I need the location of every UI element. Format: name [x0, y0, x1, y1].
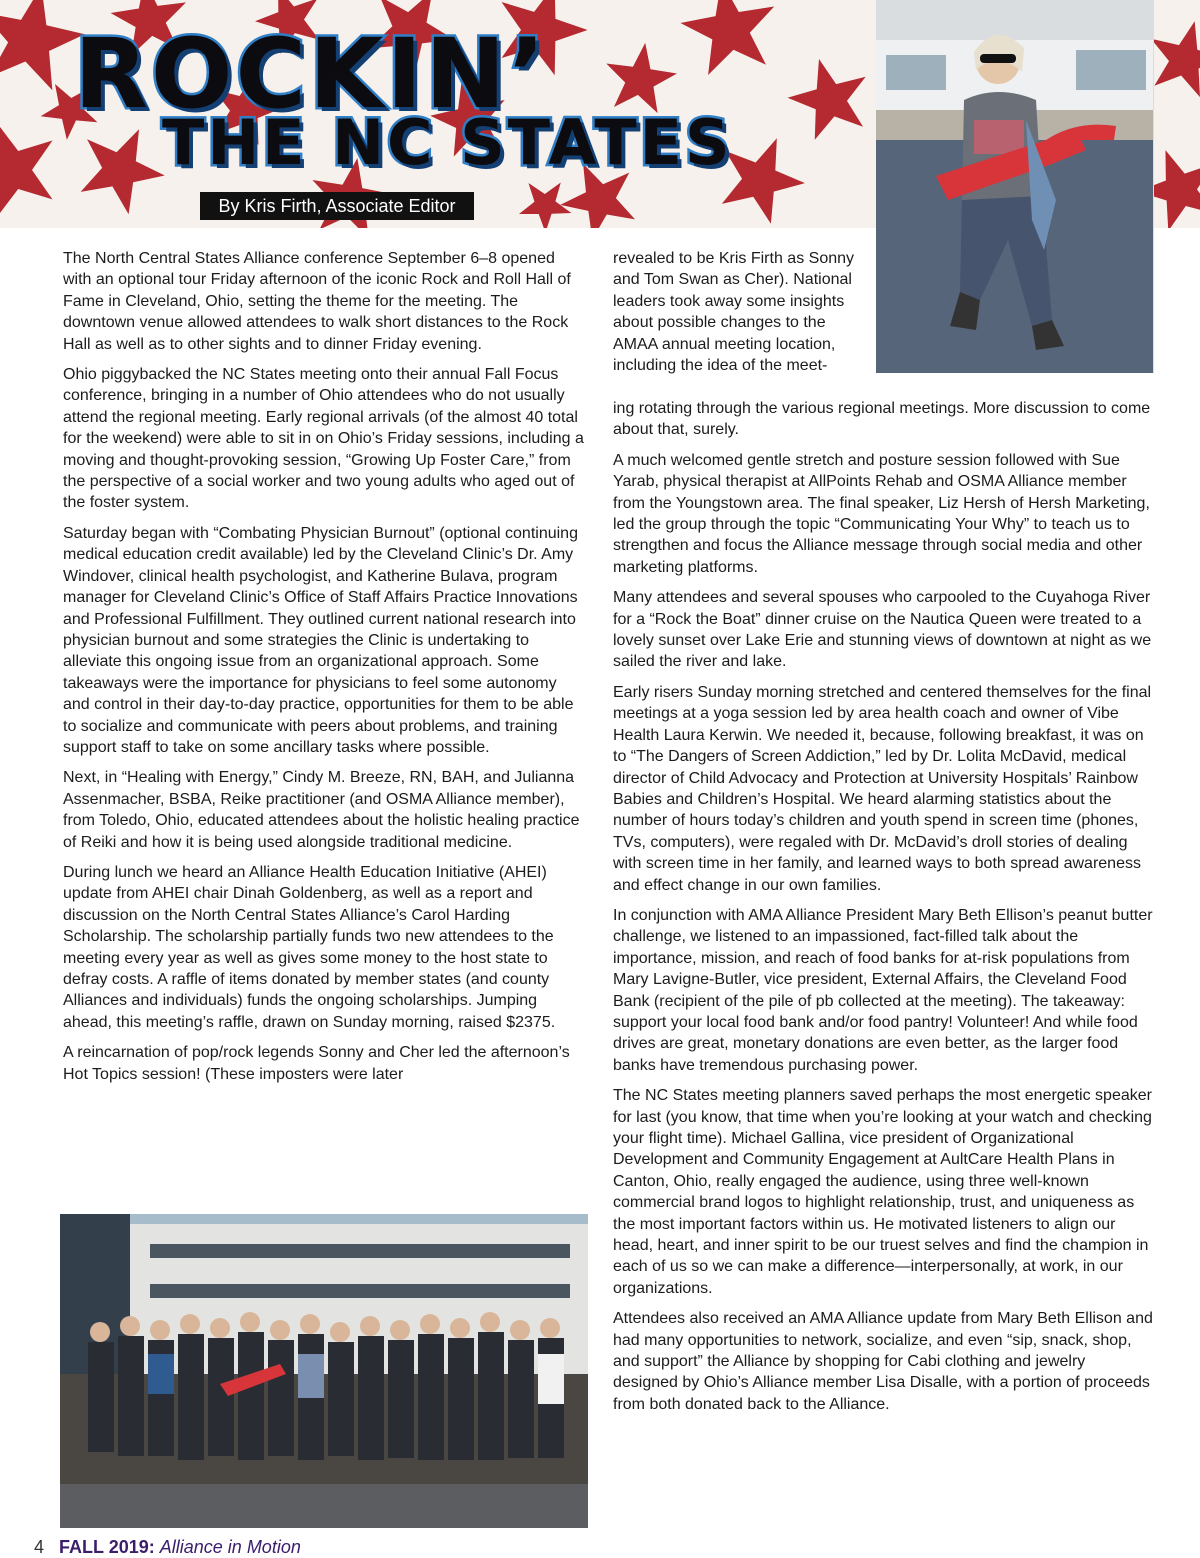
- headline-line-1: ROCKIN’: [74, 18, 548, 130]
- page-number: 4: [34, 1537, 45, 1557]
- photo-woman-with-guitar: [876, 0, 1154, 373]
- paragraph: Saturday began with “Combating Physician Burnout” (optional continuing medical education credit available) led by the Cleveland Clinic’s Dr. Amy Windover, clinical health psychologist, and Katherine Bulava, program manager for Cleveland Clinic’s Office of Staff Affairs Practice Innovations and Professional Fulfillment. They outlined current national research into physician burnout and some strategies the Clinic is undertaking to alleviate this ongoing issue from an organizational approach. Some takeaways were the importance for physicians to feel some autonomy and control in their day-to-day practice, opportunities for them to be able to socialize and communicate with peers about problems, and training support staff to take on some ancillary tasks where possible.: [63, 524, 578, 756]
- issue-season: FALL 2019:: [59, 1537, 155, 1557]
- paragraph: Early risers Sunday morning stretched and centered themselves for the final meetings at a yoga session led by area health coach and owner of Vibe Health Laura Kerwin. We needed it, because, following breakfast, it was on to “The Dangers of Screen Addiction,” led by Dr. Lolita McDavid, medical director of Child Advocacy and Protection at University Hospitals’ Rainbow Babies and Children’s Hospital. We heard alarming statistics about the number of hours today’s children and youth spend in screen time (phones, TVs, computers), were regaled with Dr. McDavid’s droll stories of dealing with screen time in her family, and learned ways to both spread awareness and effect change in our own families.: [613, 683, 1152, 894]
- paragraph: ing rotating through the various regional meetings. More discussion to come about that, surely.: [613, 400, 1151, 439]
- paragraph: Next, in “Healing with Energy,” Cindy M. Breeze, RN, BAH, and Julianna Assenmacher, BSBA, Reike practitioner (and OSMA Alliance member), from Toledo, Ohio, educated attendees about the holistic healing practice of Reiki and how it is being used alongside traditional medicine.: [63, 769, 580, 851]
- paragraph: Many attendees and several spouses who carpooled to the Cuyahoga River for a “Rock the Boat” dinner cruise on the Nautica Queen were treated to a lovely sunset over Lake Erie and stunning views of downtown at night as we sailed the river and lake.: [613, 589, 1152, 671]
- paragraph: During lunch we heard an Alliance Health Education Initiative (AHEI) update from AHEI chair Dinah Goldenberg, as well as a report and discussion on the North Central States Alliance’s Carol Harding Scholarship. The scholarship partially funds two new attendees to the meeting every year as well as gives some money to the host state to defray costs. A raffle of items donated by member states (and county Alliances and individuals) funds the ongoing scholarships. Jumping ahead, this meeting’s raffle, drawn on Sunday morning, raised $2375.: [63, 863, 556, 1031]
- paragraph: The North Central States Alliance conference September 6–8 opened with an optional tour Friday afternoon of the iconic Rock and Roll Hall of Fame in Cleveland, Ohio, setting the theme for the meeting. The downtown venue allowed attendees to walk short distances to the Rock Hall as well as to other sights and to dinner Friday evening.: [63, 250, 571, 353]
- paragraph: Ohio piggybacked the NC States meeting onto their annual Fall Focus conference, bringing in a number of Ohio attendees who do not usually attend the regional meeting. Early regional arrivals (of the almost 40 total for the weekend) were able to sit in on Ohio’s Friday sessions, including a moving and thought-provoking session, “Growing Up Foster Care,” from the perspective of a social worker and two young adults who aged out of the foster system.: [63, 366, 584, 512]
- magazine-name: Alliance in Motion: [159, 1537, 301, 1557]
- byline: By Kris Firth, Associate Editor: [200, 192, 474, 220]
- paragraph: In conjunction with AMA Alliance President Mary Beth Ellison’s peanut butter challenge, we listened to an impassioned, fact-filled talk about the importance, mission, and reach of food banks for at-risk populations from Mary Lavigne-Butler, vice president, External Affairs, the Cleveland Food Bank (recipient of the pile of pb collected at the meeting). The takeaway: support your local food bank and/or food pantry! Volunteer! And while food drives are great, monetary donations are even better, as the larger food banks have tremendous purchasing power.: [613, 906, 1153, 1074]
- paragraph: A reincarnation of pop/rock legends Sonny and Cher led the afternoon’s Hot Topics session! (These imposters were later: [63, 1044, 570, 1083]
- article-column-left: [63, 248, 586, 1094]
- article-column-right: [613, 398, 1153, 1424]
- paragraph: Attendees also received an AMA Alliance update from Mary Beth Ellison and had many opportunities to network, socialize, and even “sip, snack, shop, and support” the Alliance by shopping for Cabi clothing and jewelry designed by Ohio’s Alliance member Lisa Disalle, with a portion of proceeds from both donated back to the Alliance.: [613, 1310, 1153, 1413]
- paragraph: revealed to be Kris Firth as Sonny and Tom Swan as Cher). National leaders took away some insights about possible changes to the AMAA annual meeting location, including the idea of the meet-: [613, 250, 855, 375]
- photo-group-on-boat: [60, 1214, 588, 1528]
- paragraph: A much welcomed gentle stretch and posture session followed with Sue Yarab, physical therapist at AllPoints Rehab and OSMA Alliance member from the Youngstown area. The final speaker, Liz Hersh of Hersh Marketing, led the group through the topic “Communicating Your Why” to teach us to strengthen and focus the Alliance message through social media and other marketing platforms.: [613, 451, 1150, 576]
- paragraph: The NC States meeting planners saved perhaps the most energetic speaker for last (you know, that time when you’re looking at your watch and checking your flight time). Michael Gallina, vice president of Organizational Development and Community Engagement at AultCare Health Plans in Canton, Ohio, really engaged the audience, using three well-known commercial brand logos to highlight relationship, trust, and uniqueness as the most important factors within us. He motivated listeners to align our head, heart, and inner spirit to be our truest selves and find the champion in each of us so we can make a difference—interpersonally, at work, in our organizations.: [613, 1087, 1152, 1297]
- article-column-right-top: [613, 248, 865, 385]
- page-footer: [34, 1537, 301, 1558]
- headline-line-2: THE NC STATES: [162, 106, 733, 179]
